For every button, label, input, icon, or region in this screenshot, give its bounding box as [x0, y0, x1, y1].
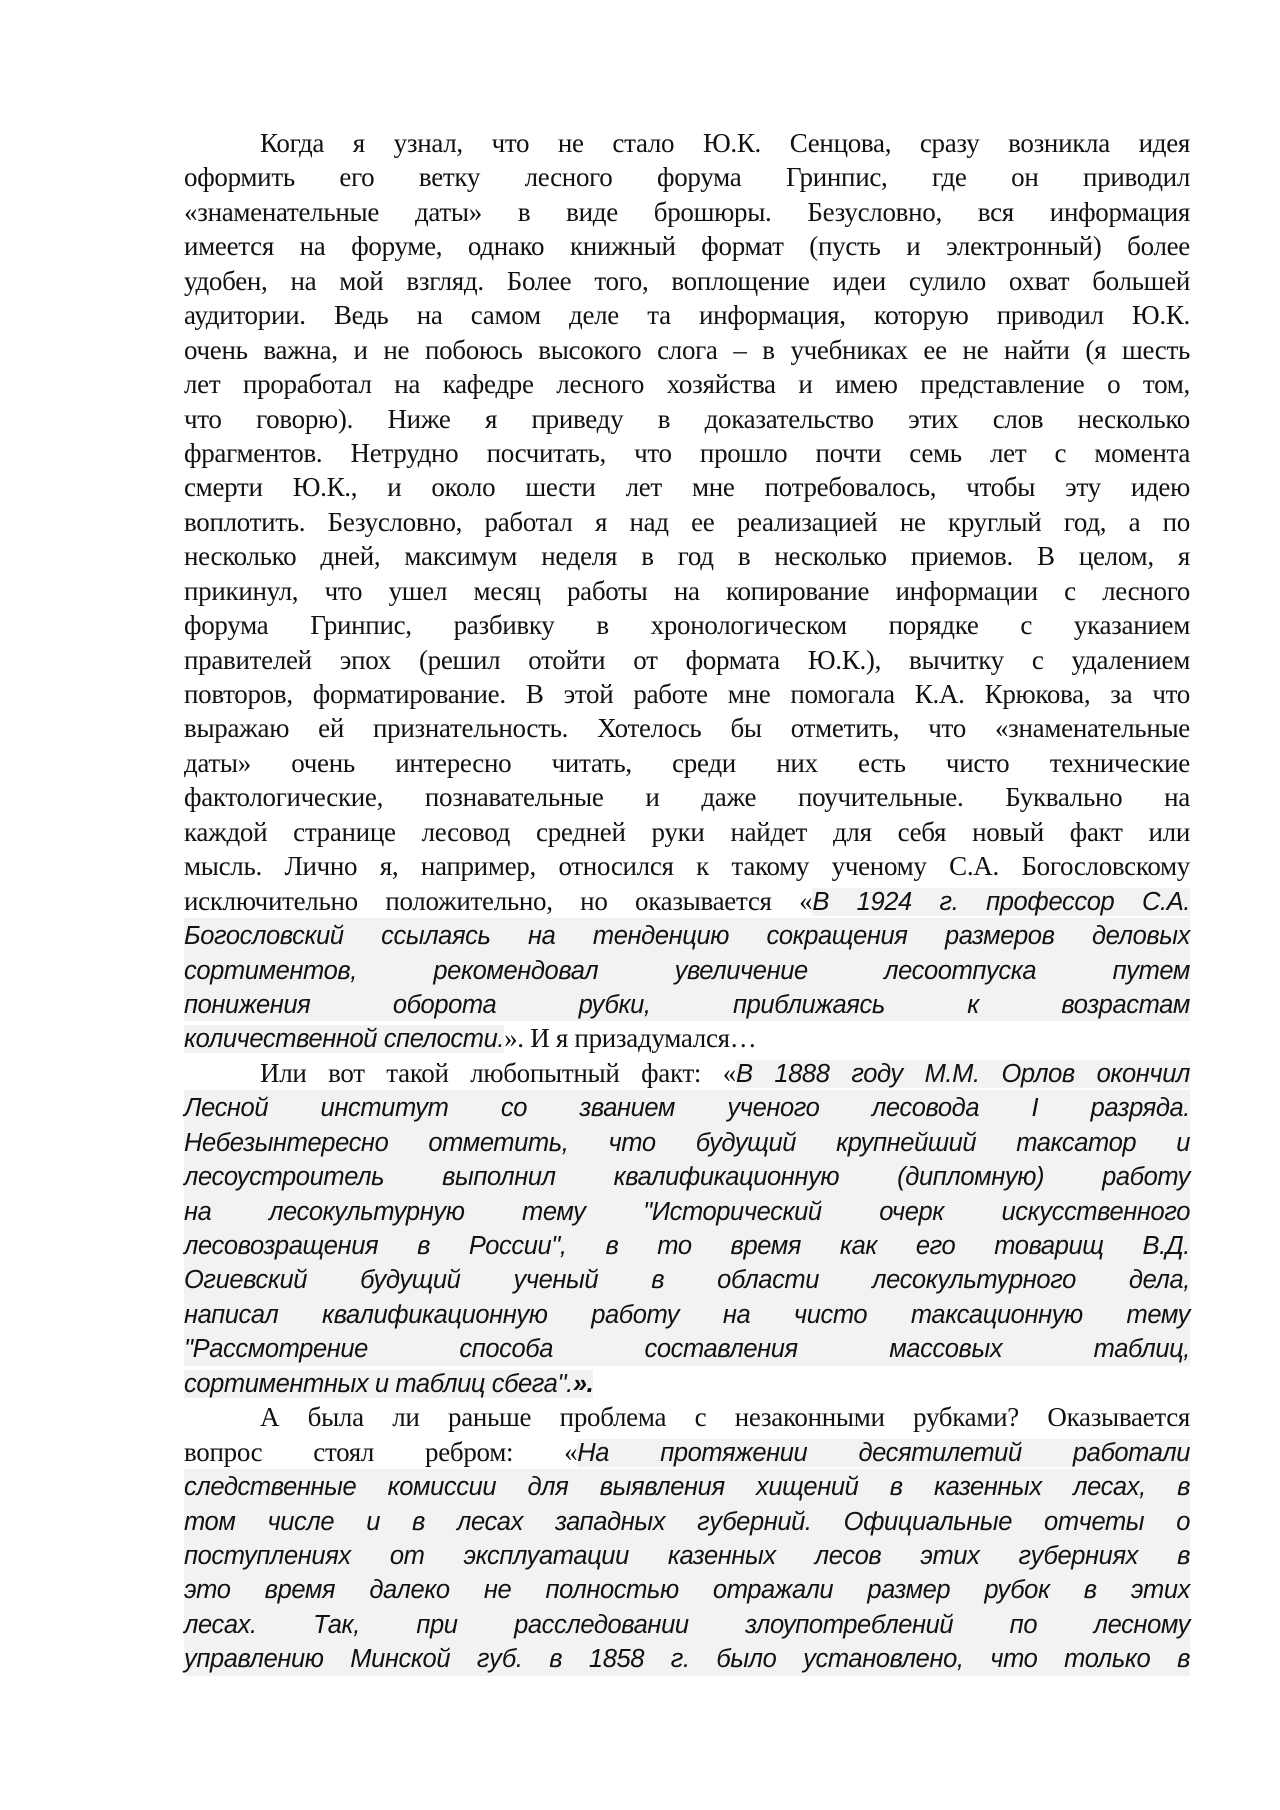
quote-line — [184, 1125, 1190, 1159]
text-line — [184, 160, 1190, 194]
quote-text: количественной спелости. — [184, 1025, 505, 1054]
quote-line — [184, 1607, 1190, 1641]
body-text: А была ли раньше проблема с незаконными рубками? Оказывается — [260, 1402, 1190, 1433]
body-text: удобен, на мой взгляд. Более того, воплощение идеи сулило охват большей — [184, 265, 1190, 296]
text-line — [184, 780, 1190, 814]
text-line — [184, 746, 1190, 780]
text-line — [184, 1400, 1190, 1434]
quote-text: понижения оборота рубки, приближаясь к возрастам — [184, 990, 1190, 1019]
text-line — [184, 643, 1190, 677]
body-text: аудитории. Ведь на самом деле та информация, которую приводил Ю.К. — [184, 300, 1190, 331]
body-text: оформить его ветку лесного форума Гринпис, где он приводил — [184, 162, 1190, 193]
text-line — [184, 711, 1190, 745]
quote-text: сортиментов, рекомендовал увеличение лесоотпуска путем — [184, 956, 1190, 985]
quote-line — [184, 1504, 1190, 1538]
quote-line — [184, 1159, 1190, 1193]
body-text: Когда я узнал, что не стало Ю.К. Сенцова, сразу возникла идея — [260, 128, 1190, 158]
body-text: ». И я призадумался… — [504, 1023, 757, 1054]
body-text: правителей эпох (решил отойти от формата Ю.К.), вычитку с удалением — [184, 644, 1190, 675]
quote-text: ». — [572, 1369, 594, 1398]
text-line — [184, 402, 1190, 436]
document-body — [184, 126, 1190, 1676]
quote-line — [184, 1228, 1190, 1262]
quote-line — [184, 1297, 1190, 1331]
text-line — [184, 470, 1190, 504]
body-text: мысль. Лично я, например, относился к такому ученому С.А. Богословскому — [184, 851, 1190, 882]
body-text: что говорю). Ниже я приведу в доказательство этих слов несколько — [184, 403, 1190, 434]
quote-text: написал квалификационную работу на чисто таксационную тему — [184, 1300, 1190, 1329]
quote-line — [184, 1194, 1190, 1228]
quote-line — [184, 1262, 1190, 1296]
text-line — [184, 505, 1190, 539]
body-text: имеется на форуме, однако книжный формат (пусть и электронный) более — [184, 231, 1190, 262]
text-line — [184, 1435, 1190, 1469]
quote-line — [184, 1641, 1190, 1675]
body-text: воплотить. Безусловно, работал я над ее реализацией не круглый год, а по — [184, 506, 1190, 537]
quote-line — [184, 918, 1190, 952]
text-line — [184, 229, 1190, 263]
text-line — [184, 195, 1190, 229]
quote-text: это время далеко не полностью отражали размер рубок в этих — [184, 1576, 1190, 1605]
body-text: исключительно положительно, но оказывается « — [184, 885, 813, 916]
quote-text: сортиментных и таблиц сбега". — [184, 1369, 573, 1398]
quote-text: Небезынтересно отметить, что будущий крупнейший таксатор и — [184, 1128, 1190, 1157]
quote-text: том числе и в лесах западных губерний. Официальные отчеты о — [184, 1507, 1190, 1536]
body-text: даты» очень интересно читать, среди них есть чисто технические — [184, 747, 1190, 778]
text-line — [184, 436, 1190, 470]
body-text: фактологические, познавательные и даже поучительные. Буквально на — [184, 782, 1190, 813]
quote-text: на лесокультурную тему "Исторический очерк искусственного — [184, 1197, 1190, 1226]
quote-line — [184, 953, 1190, 987]
quote-text: следственные комиссии для выявления хищений в казенных лесах, в — [184, 1473, 1190, 1502]
quote-line — [184, 1469, 1190, 1503]
body-text: повторов, форматирование. В этой работе мне помогала К.А. Крюкова, за что — [184, 679, 1190, 709]
text-line — [184, 574, 1190, 608]
quote-line — [184, 1331, 1190, 1365]
quote-text: В 1924 г. профессор С.А. — [812, 887, 1190, 916]
text-line — [184, 608, 1190, 642]
body-text: Или вот такой любопытный факт: « — [260, 1057, 736, 1088]
text-line — [184, 539, 1190, 573]
body-text: фрагментов. Нетрудно посчитать, что прошло почти семь лет с момента — [184, 437, 1190, 468]
text-line — [184, 677, 1190, 711]
quote-text: На протяжении десятилетий работали — [577, 1438, 1190, 1467]
quote-text: В 1888 году М.М. Орлов окончил — [735, 1059, 1190, 1088]
body-text: каждой странице лесовод средней руки найдет для себя новый факт или — [184, 816, 1190, 847]
body-text: прикинул, что ушел месяц работы на копирование информации с лесного — [184, 575, 1190, 606]
quote-text: Лесной институт со званием ученого лесовода I разряда. — [184, 1094, 1190, 1123]
quote-text: "Рассмотрение способа составления массовых таблиц, — [184, 1335, 1190, 1364]
quote-line — [184, 1572, 1190, 1606]
text-line — [184, 367, 1190, 401]
text-line — [184, 815, 1190, 849]
text-line — [184, 1366, 1190, 1400]
text-line — [184, 264, 1190, 298]
quote-text: Огиевский будущий ученый в области лесокультурного дела, — [184, 1266, 1190, 1295]
quote-text: управлению Минской губ. в 1858 г. было установлено, что только в — [184, 1645, 1190, 1674]
quote-text: лесах. Так, при расследовании злоупотреблений по лесному — [184, 1610, 1190, 1639]
text-line — [184, 126, 1190, 160]
body-text: очень важна, и не побоюсь высокого слога – в учебниках ее не найти (я шесть — [184, 334, 1190, 365]
body-text: «знаменательные даты» в виде брошюры. Безусловно, вся информация — [184, 196, 1190, 227]
body-text: выражаю ей признательность. Хотелось бы отметить, что «знаменательные — [184, 713, 1190, 744]
quote-line — [184, 1090, 1190, 1124]
quote-line — [184, 1538, 1190, 1572]
text-line — [184, 1021, 1190, 1055]
quote-text: лесоустроитель выполнил квалификационную (дипломную) работу — [184, 1163, 1190, 1192]
text-line — [184, 333, 1190, 367]
text-line — [184, 884, 1190, 918]
body-text: смерти Ю.К., и около шести лет мне потребовалось, чтобы эту идею — [184, 472, 1190, 503]
quote-text: Богословский ссылаясь на тенденцию сокращения размеров деловых — [184, 922, 1190, 951]
body-text: лет проработал на кафедре лесного хозяйства и имею представление о том, — [184, 369, 1190, 400]
body-text: вопрос стоял ребром: « — [184, 1436, 578, 1467]
body-text: форума Гринпис, разбивку в хронологическом порядке с указанием — [184, 610, 1190, 641]
quote-text: лесовозращения в России", в то время как его товарищ В.Д. — [184, 1232, 1190, 1260]
text-line — [184, 849, 1190, 883]
quote-text: поступлениях от эксплуатации казенных лесов этих губерниях в — [184, 1541, 1190, 1570]
text-line — [184, 1056, 1190, 1090]
quote-line — [184, 987, 1190, 1021]
body-text: несколько дней, максимум неделя в год в несколько приемов. В целом, я — [184, 541, 1190, 572]
text-line — [184, 298, 1190, 332]
